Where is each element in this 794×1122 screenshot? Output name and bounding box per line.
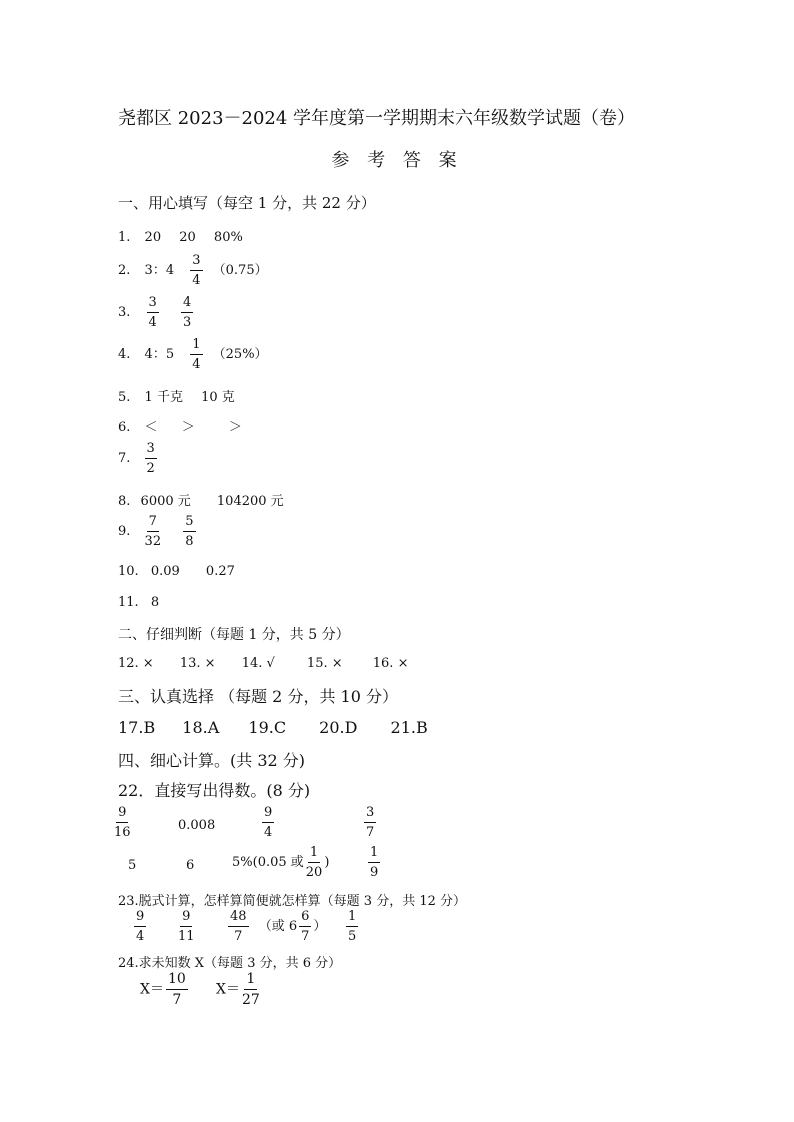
q22-r1-3: $\frac{9}{4}$ bbox=[264, 805, 273, 840]
section3-heading: 三、认真选择 （每题 2 分，共 10 分） bbox=[118, 687, 398, 706]
section4-heading: 四、细心计算。(共 32 分) bbox=[118, 751, 306, 770]
section2-answers: 12. × 13. × 14. √ 15. × 16. × bbox=[118, 656, 409, 671]
q22-r2-2: 6 bbox=[186, 858, 195, 873]
q24-x2: X＝ $\frac{1}{27}$ bbox=[216, 971, 260, 1008]
section3-answers: 17.B 18.A 19.C 20.D 21.B bbox=[118, 718, 428, 737]
q22-r2-1: 5 bbox=[128, 858, 137, 873]
answer-q1: 1. 20 20 80% bbox=[118, 230, 243, 245]
answer-q4: 4. 4：5 $\frac{1}{4}$ （25%） bbox=[118, 337, 268, 372]
page-subtitle: 参 考 答 案 bbox=[331, 150, 463, 171]
answer-q5: 5. 1 千克 10 克 bbox=[118, 390, 235, 405]
q23-a4: $\frac{1}{5}$ bbox=[348, 909, 357, 944]
fraction: $\frac{4}{3}$ bbox=[182, 295, 192, 330]
q24-heading: 24.求未知数 X（每题 3 分，共 6 分） bbox=[118, 956, 342, 971]
q22-r1-2: 0.008 bbox=[178, 818, 216, 833]
answer-q2: 2. 3：4 $\frac{3}{4}$ （0.75） bbox=[118, 253, 268, 288]
q23-a3: $\frac{48}{7}$ （或 6 $\frac{6}{7}$ ） bbox=[230, 909, 327, 944]
q23-a2: $\frac{9}{11}$ bbox=[178, 909, 195, 944]
fraction: $\frac{1}{4}$ bbox=[192, 337, 201, 372]
q23-heading: 23.脱式计算，怎样算简便就怎样算（每题 3 分，共 12 分） bbox=[118, 894, 467, 909]
section2-heading: 二、仔细判断（每题 1 分，共 5 分） bbox=[118, 627, 350, 643]
fraction: $\frac{5}{8}$ bbox=[185, 514, 194, 549]
q24-x1: X＝ $\frac{10}{7}$ bbox=[140, 971, 186, 1008]
q22-heading: 22．直接写出得数。(8 分) bbox=[118, 781, 311, 800]
section1-heading: 一、用心填写（每空 1 分，共 22 分） bbox=[118, 194, 376, 212]
fraction: $\frac{3}{4}$ bbox=[148, 295, 157, 330]
q22-r2-4: $\frac{1}{9}$ bbox=[370, 845, 379, 880]
q22-r2-3: 5%(0.05 或 $\frac{1}{20}$ ) bbox=[232, 845, 330, 880]
answer-q3: 3. $\frac{3}{4}$ $\frac{4}{3}$ bbox=[118, 295, 192, 330]
q22-r1-1: $\frac{9}{16}$ bbox=[114, 805, 131, 840]
answer-q7: 7. $\frac{3}{2}$ bbox=[118, 441, 155, 476]
fraction: $\frac{3}{2}$ bbox=[146, 441, 155, 476]
answer-q10: 10. 0.09 0.27 bbox=[118, 564, 235, 579]
page-title: 尧都区 2023－2024 学年度第一学期期末六年级数学试题（卷） bbox=[118, 108, 636, 129]
fraction: $\frac{7}{32}$ bbox=[144, 514, 162, 549]
fraction: $\frac{3}{4}$ bbox=[192, 253, 201, 288]
answer-q6: 6. ＜ ＞ ＞ bbox=[118, 420, 242, 435]
answer-q9: 9. $\frac{7}{32}$ $\frac{5}{8}$ bbox=[118, 514, 194, 549]
q22-r1-4: $\frac{3}{7}$ bbox=[366, 805, 375, 840]
q23-a1: $\frac{9}{4}$ bbox=[136, 909, 145, 944]
answer-q11: 11. 8 bbox=[118, 595, 160, 610]
answer-q8: 8. 6000 元 104200 元 bbox=[118, 494, 284, 509]
